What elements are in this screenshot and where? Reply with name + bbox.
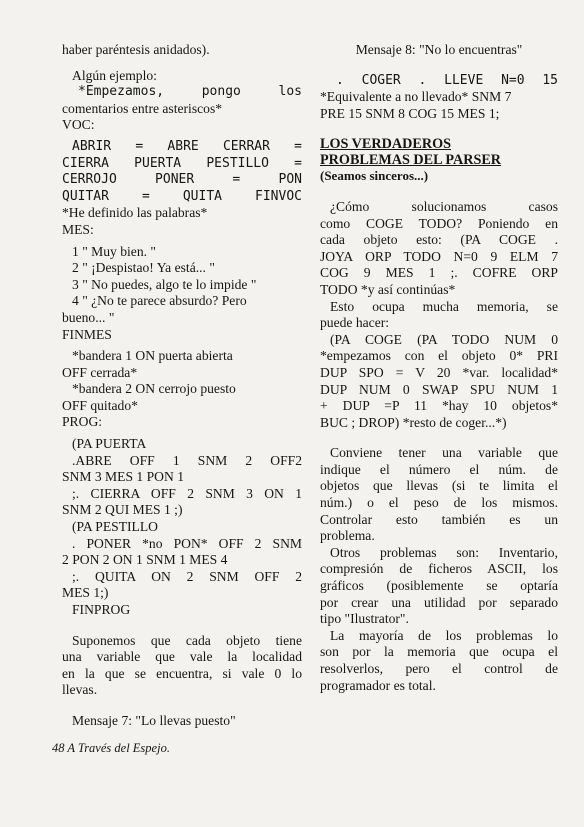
- paragraph-line: llevas.: [62, 682, 98, 698]
- code-line: . COGER . LLEVE N=0 15: [336, 72, 558, 88]
- code-line: (PA PESTILLO: [72, 519, 158, 535]
- code-line: ABRIR = ABRE CERRAR =: [72, 138, 302, 154]
- code-line: 2 PON 2 ON 1 SNM 1 MES 4: [62, 552, 228, 568]
- paragraph-line: JOYA ORP TODO N=0 9 ELM 7: [320, 248, 558, 264]
- paragraph-line: Mensaje 7: "Lo llevas puesto": [72, 712, 236, 728]
- code-line: .ABRE OFF 1 SNM 2 OFF2: [72, 452, 302, 468]
- paragraph-line: gráficos (posiblemente se optaría: [320, 578, 558, 594]
- paragraph-line: son por la memoria que ocupa el: [320, 644, 558, 660]
- left-column: [62, 42, 302, 730]
- code-line: FINMES: [62, 326, 112, 342]
- paragraph-line: COG 9 MES 1 ;. COFRE ORP: [320, 265, 558, 281]
- code-comment: OFF cerrada*: [62, 364, 138, 380]
- code-line: *empezamos con el objeto 0* PRI: [320, 348, 558, 364]
- code-line: PROG:: [62, 414, 103, 430]
- code-line: (PA COGE (PA TODO NUM 0: [330, 331, 558, 347]
- paragraph-line: Controlar esto también es un: [320, 511, 558, 527]
- code-line: QUITAR = QUITA FINVOC: [62, 188, 302, 204]
- paragraph-line: por crear una utilidad por separado: [320, 594, 558, 610]
- code-line: (PA PUERTA: [72, 436, 147, 452]
- code-line: ;. CIERRA OFF 2 SNM 3 ON 1: [72, 485, 302, 501]
- code-comment: *bandera 1 ON puerta abierta: [72, 348, 233, 364]
- code-line: ;. QUITA ON 2 SNM OFF 2: [72, 568, 302, 584]
- code-line: MES 1;): [62, 585, 109, 601]
- code-line: DUP NUM 0 SWAP SPU NUM 1: [320, 381, 558, 397]
- section-heading: LOS VERDADEROS: [320, 136, 452, 153]
- code-line: SNM 3 MES 1 PON 1: [62, 469, 184, 485]
- paragraph-line: núm.) o el peso de los mismos.: [320, 495, 558, 511]
- code-comment: *He definido las palabras*: [62, 205, 208, 221]
- paragraph-line: una variable que vale la localidad: [62, 649, 302, 665]
- paragraph-line: puede hacer:: [320, 315, 390, 331]
- section-subtitle: (Seamos sinceros...): [320, 168, 429, 184]
- code-line: FINPROG: [72, 602, 131, 617]
- code-comment: comentarios entre asteriscos*: [62, 100, 223, 116]
- section-heading: PROBLEMAS DEL PARSER: [320, 152, 502, 169]
- paragraph-line: TODO *y así continúas*: [320, 281, 456, 297]
- paragraph-line: cada objeto esto: (PA COGE .: [320, 232, 558, 248]
- paragraph-line: Suponemos que cada objeto tiene: [72, 632, 302, 648]
- code-line: CIERRA PUERTA PESTILLO =: [62, 155, 302, 171]
- paragraph-line: programador es total.: [320, 677, 436, 693]
- code-line: MES:: [62, 221, 94, 237]
- paragraph-line: Otros problemas son: Inventario,: [330, 544, 558, 560]
- code-line: SNM 2 QUI MES 1 ;): [62, 502, 183, 518]
- paragraph-line: ¿Cómo solucionamos casos: [330, 198, 558, 214]
- code-line: BUC ; DROP) *resto de coger...*): [320, 414, 507, 430]
- message-line: 4 " ¿No te parece absurdo? Pero: [72, 293, 247, 309]
- code-line: PRE 15 SNM 8 COG 15 MES 1;: [320, 105, 500, 121]
- message-line: 2 " ¡Despistao! Ya está... ": [72, 260, 215, 276]
- code-line: . PONER *no PON* OFF 2 SNM: [72, 535, 302, 551]
- code-comment: *bandera 2 ON cerrojo puesto: [72, 381, 236, 397]
- message-line: 1 " Muy bien. ": [72, 243, 156, 259]
- code-line: VOC:: [62, 117, 95, 133]
- paragraph-line: como COGE TODO? Poniendo en: [320, 215, 558, 231]
- paragraph-line: Esto ocupa mucha memoria, se: [330, 298, 558, 314]
- code-line: + DUP =P 11 *hay 10 objetos*: [320, 398, 558, 414]
- page-footer: 48 A Través del Espejo.: [52, 741, 170, 755]
- code-comment: *Empezamos, pongo los: [78, 84, 302, 100]
- paragraph-line: La mayoría de los problemas lo: [330, 627, 558, 643]
- paragraph-line: Mensaje 8: "No lo encuentras": [355, 42, 523, 57]
- text-line: haber paréntesis anidados).: [62, 42, 210, 57]
- paragraph-line: problema.: [320, 528, 375, 544]
- paragraph-line: resolverlos, pero el control de: [320, 661, 558, 676]
- paragraph-line: indique el número el núm. de: [320, 461, 558, 477]
- code-comment: OFF quitado*: [62, 397, 138, 413]
- text-line: Algún ejemplo:: [72, 67, 157, 83]
- paragraph-line: objetos que llevas (si te limita el: [320, 478, 558, 494]
- paragraph-line: en la que se encuentra, si vale 0 lo: [62, 665, 302, 681]
- code-line: CERROJO PONER = PON: [62, 172, 302, 188]
- code-line: *Equivalente a no llevado* SNM 7: [320, 89, 512, 105]
- paragraph-line: compresión de ficheros ASCII, los: [320, 561, 558, 577]
- paragraph-line: Conviene tener una variable que: [330, 445, 558, 461]
- right-column: [320, 42, 558, 694]
- paragraph-line: tipo "Ilustrator".: [320, 611, 409, 627]
- code-line: DUP SPO = V 20 *var. localidad*: [320, 364, 558, 380]
- message-line: bueno... ": [62, 309, 115, 325]
- message-line: 3 " No puedes, algo te lo impide ": [72, 276, 257, 292]
